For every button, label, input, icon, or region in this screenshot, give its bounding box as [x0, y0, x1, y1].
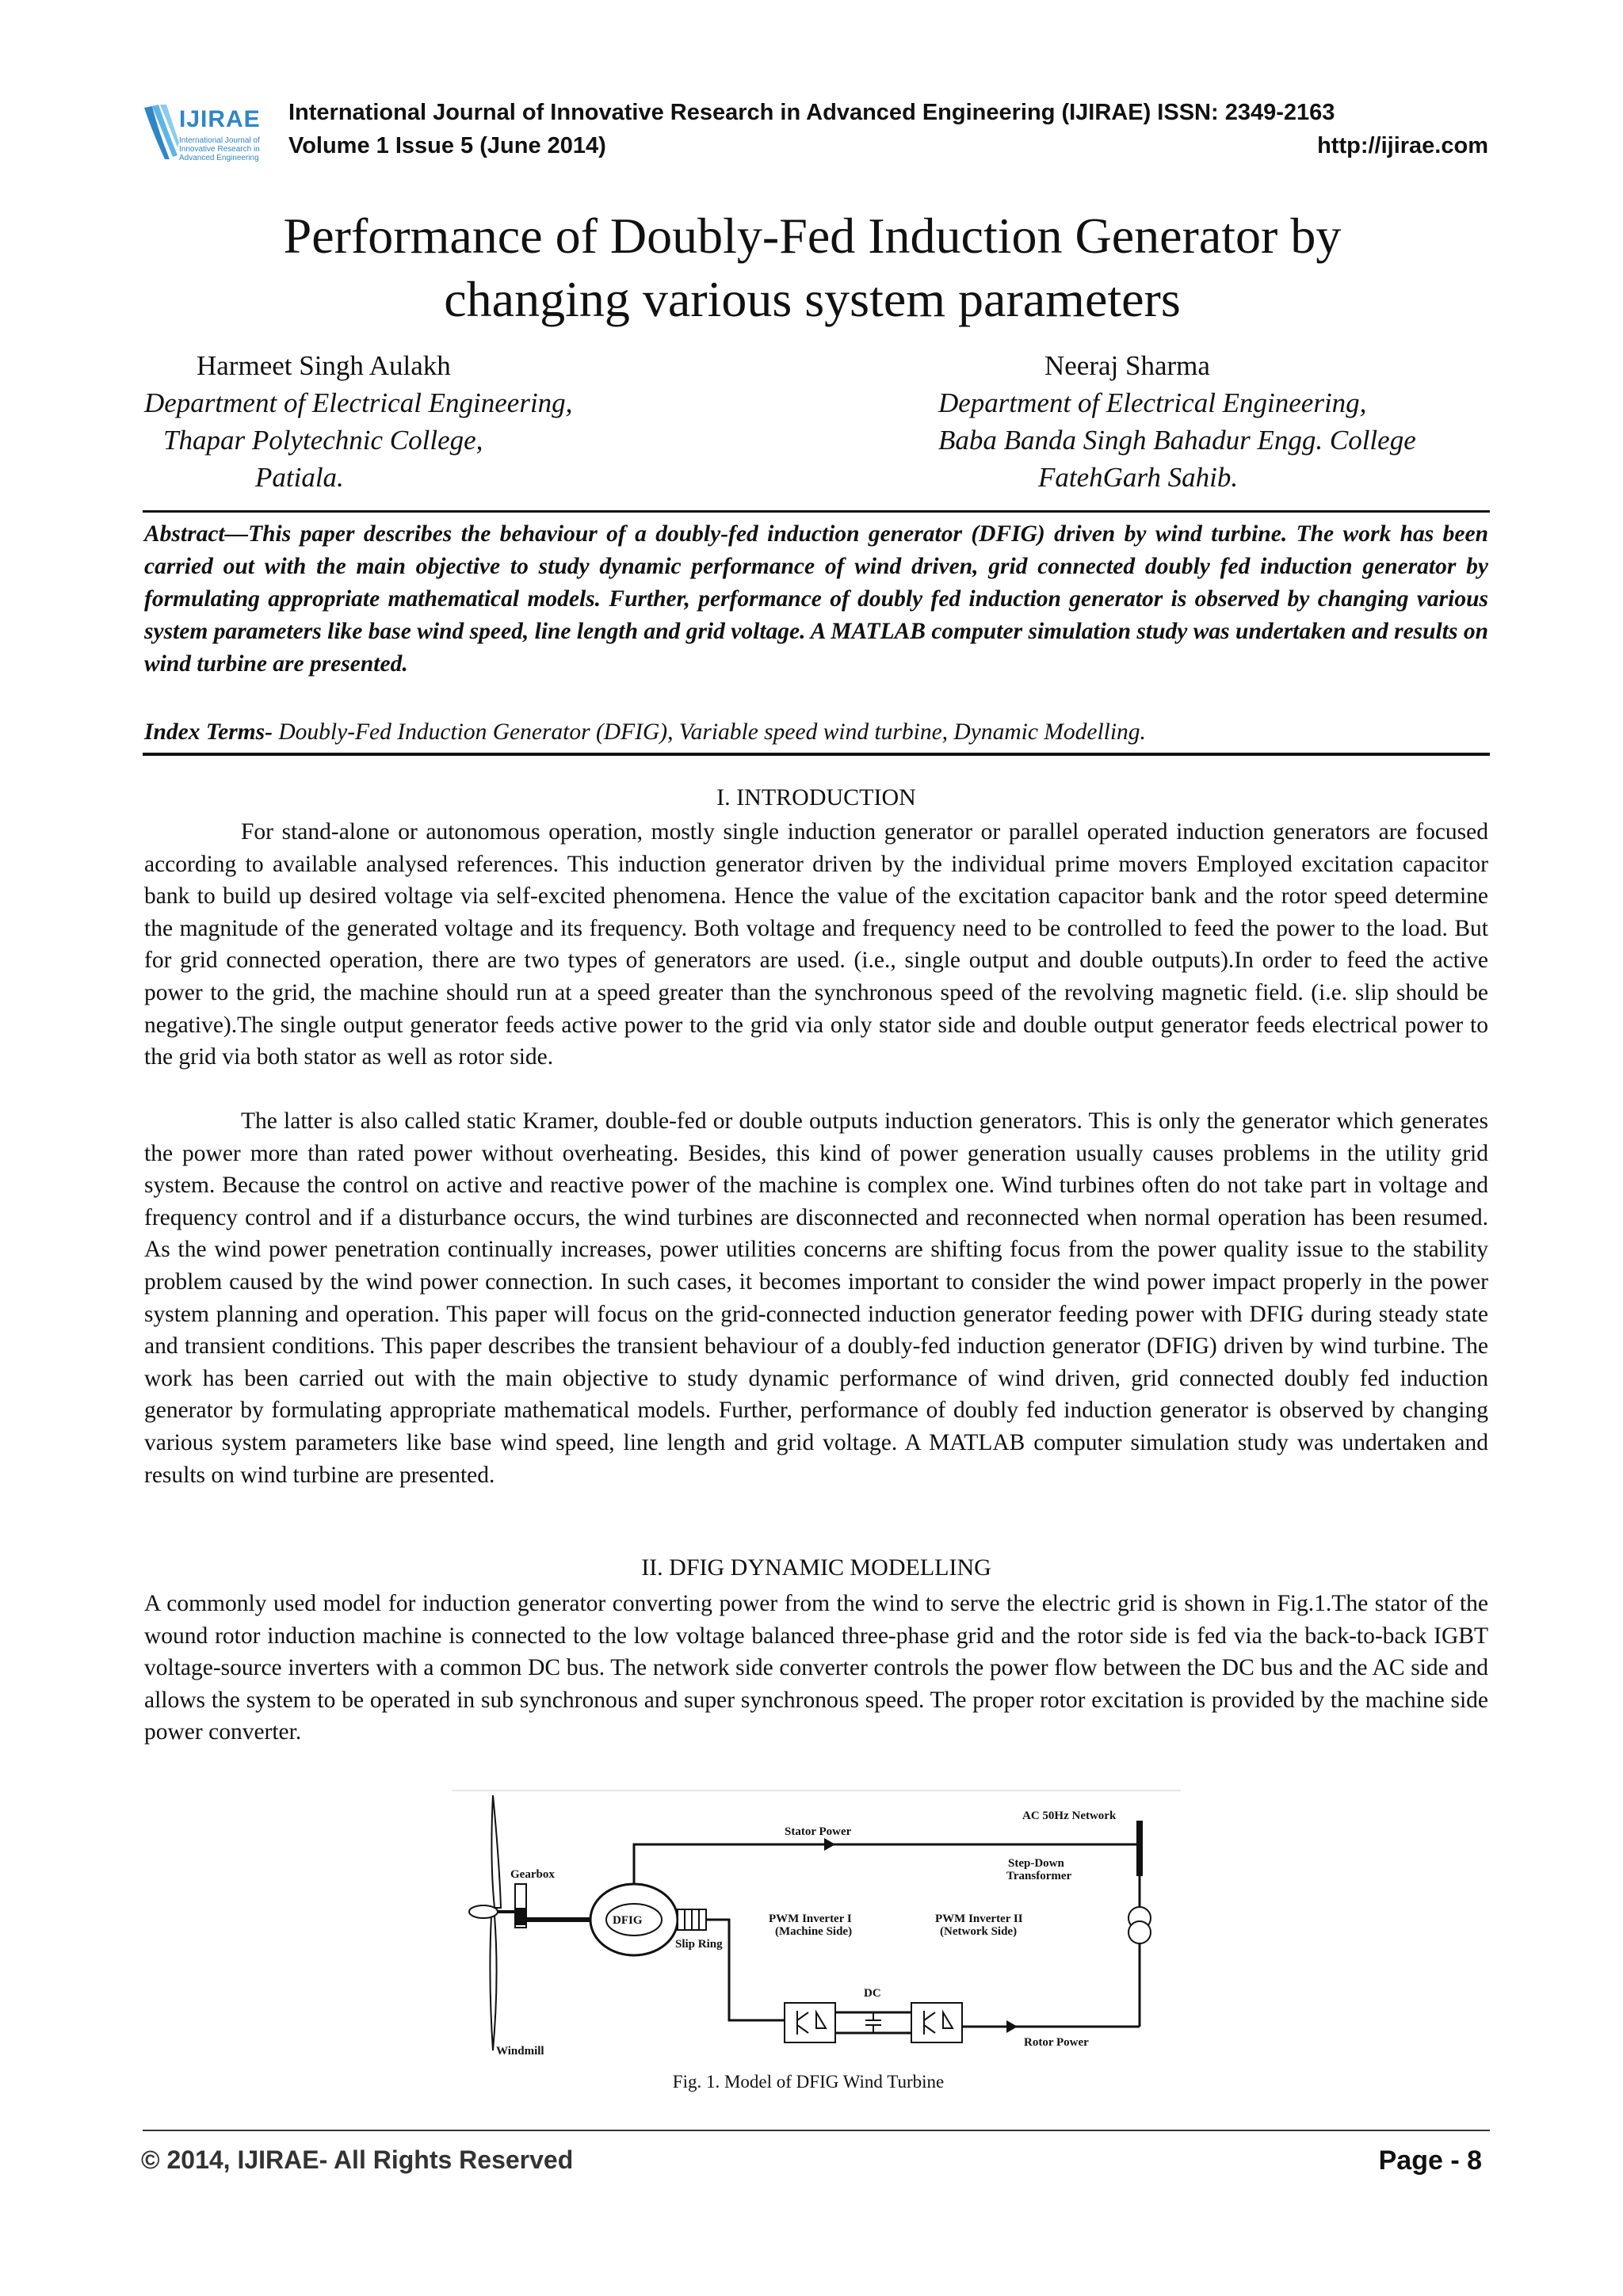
author-1 — [144, 347, 636, 496]
journal-header — [141, 89, 1488, 176]
label-dfig: DFIG — [613, 1914, 643, 1927]
modelling-paragraph-1: A commonly used model for induction generator converting power from the wind to serve the electric grid is shown in Fig.1.The stator of the wound rotor induction machine is connected to the low voltage balanced three-phase grid and the rotor side is fed via the back-to-back IGBT voltage-source inverters with a common DC bus. The network side converter controls the power flow between the DC bus and the AC side and allows the system to be operated in sub synchronous and super synchronous speed. The proper rotor excitation is provided by the machine side power converter. — [144, 1591, 1488, 1745]
windmill-blade-icon — [490, 1916, 496, 2050]
label-pwm-inverter-1: PWM Inverter I — [769, 1913, 852, 1925]
dfig-diagram — [452, 1789, 1181, 2070]
pwm-inverter-machine-side — [785, 2003, 835, 2042]
label-pwm-inverter-2: PWM Inverter II — [935, 1913, 1023, 1925]
index-terms — [144, 716, 1488, 749]
author-institution: Thapar Polytechnic College, — [163, 425, 483, 456]
author-name: Harmeet Singh Aulakh — [197, 350, 451, 381]
pwm-inverter-network-side — [911, 2003, 962, 2042]
paper-title — [143, 204, 1482, 331]
intro-paragraph-2: The latter is also called static Kramer, double-fed or double outputs induction generators. This is only the generator which generates the power more than rated power without overheating. Besides, this kind of power generation usually causes problems in the utility grid system. Because the control on active and reactive power of the machine is complex one. Wind turbines often do not take part in voltage and frequency control and if a disturbance occurs, the wind turbines are disconnected and reconnected when normal operation has been resumed. As the wind power penetration continually increases, power utilities concerns are shifting focus from the power quality issue to the stability problem caused by the wind power connection. In such cases, it becomes important to consider the wind power impact properly in the power system planning and operation. This paper will focus on the grid-connected induction generator feeding power with DFIG during steady state and transient conditions. This paper describes the transient behaviour of a doubly-fed induction generator (DFIG) driven by wind turbine. The work has been carried out with the main objective to study dynamic performance of wind driven, grid connected doubly fed induction generator by formulating appropriate mathematical models. Further, performance of doubly fed induction generator is observed by changing various system parameters like base wind speed, line length and grid voltage. A MATLAB computer simulation study was undertaken and results on wind turbine are presented. — [144, 1108, 1488, 1488]
label-machine-side: (Machine Side) — [775, 1925, 853, 1938]
journal-name: International Journal of Innovative Research in Advanced Engineering (IJIRAE) ISSN: 2349-2163 — [288, 100, 1335, 125]
abstract: Abstract—This paper describes the behaviour of a doubly-fed induction generator (DFIG) driven by wind turbine. The work has been carried out with the main objective to study dynamic performance of wind driven, grid connected doubly fed induction generator by formulating appropriate mathematical models. Further, performance of doubly fed induction generator is observed by changing various system parameters like base wind speed, line length and grid voltage. A MATLAB computer simulation study was undertaken and results on wind turbine are presented. — [144, 521, 1488, 677]
abstract-top-rule — [143, 510, 1490, 513]
figure-caption: Fig. 1. Model of DFIG Wind Turbine — [672, 2072, 945, 2092]
author-2 — [938, 347, 1493, 496]
logo-swoosh-icon — [141, 100, 181, 163]
footer-copyright: © 2014, IJIRAE- All Rights Reserved — [141, 2145, 574, 2174]
label-gearbox: Gearbox — [510, 1868, 555, 1881]
label-stator-power: Stator Power — [785, 1825, 852, 1838]
label-ac-network: AC 50Hz Network — [1022, 1810, 1117, 1822]
logo-subtitle: International Journal of Innovative Research in Advanced Engineering — [179, 136, 260, 162]
abstract-bottom-rule — [143, 753, 1490, 756]
footer-page-number: Page - 8 — [1378, 2145, 1482, 2176]
logo-name: IJIRAE — [179, 106, 261, 132]
label-step-down: Step-Down — [1008, 1857, 1064, 1870]
journal-issue: Volume 1 Issue 5 (June 2014) — [288, 133, 606, 158]
intro-paragraph-1: For stand-alone or autonomous operation, mostly single induction generator or parallel operated induction generators are focused according to available analysed references. This induction generator driven by the individual prime movers Employed excitation capacitor bank to build up desired voltage via self-excited phenomena. Hence the value of the excitation capacitor bank and the rotor speed determine the magnitude of the generated voltage and its frequency. Both voltage and frequency need to be controlled to feed the power to the load. But for grid connected operation, there are two types of generators are used. (i.e., single output and double outputs).In order to feed the active power to the grid, the machine should run at a speed greater than the synchronous speed of the revolving magnetic field. (i.e. slip should be negative).The single output generator feeds active power to the grid via only stator side and double output generator feeds electrical power to the grid via both stator as well as rotor side. — [144, 819, 1488, 1070]
title-line-2: changing various system parameters — [444, 271, 1181, 327]
section-heading-dfig-modelling: II. DFIG DYNAMIC MODELLING — [641, 1554, 991, 1581]
author-institution: Baba Banda Singh Bahadur Engg. College — [938, 425, 1416, 456]
windmill-blade-icon — [491, 1795, 501, 1908]
title-line-1: Performance of Doubly-Fed Induction Generator by — [283, 208, 1342, 264]
label-dc: DC — [864, 1987, 881, 2000]
author-city: Patiala. — [255, 462, 344, 493]
label-network-side: (Network Side) — [940, 1925, 1018, 1938]
author-name: Neeraj Sharma — [1044, 350, 1210, 381]
label-transformer: Transformer — [1006, 1870, 1072, 1882]
index-terms-text: Doubly-Fed Induction Generator (DFIG), Variable speed wind turbine, Dynamic Modelling. — [273, 719, 1146, 745]
footer-rule — [143, 2130, 1490, 2131]
journal-url[interactable]: http://ijirae.com — [1317, 133, 1488, 158]
ijirae-logo — [141, 100, 284, 176]
figure-dfig-wind-turbine — [452, 1789, 1181, 2070]
section-heading-introduction: I. INTRODUCTION — [716, 784, 916, 810]
index-terms-label: Index Terms- — [144, 719, 273, 745]
label-windmill: Windmill — [496, 2045, 544, 2058]
author-city: FatehGarh Sahib. — [1038, 462, 1239, 493]
author-dept: Department of Electrical Engineering, — [938, 387, 1367, 418]
author-dept: Department of Electrical Engineering, — [144, 387, 573, 418]
label-slip-ring: Slip Ring — [675, 1938, 723, 1951]
label-rotor-power: Rotor Power — [1024, 2036, 1089, 2049]
